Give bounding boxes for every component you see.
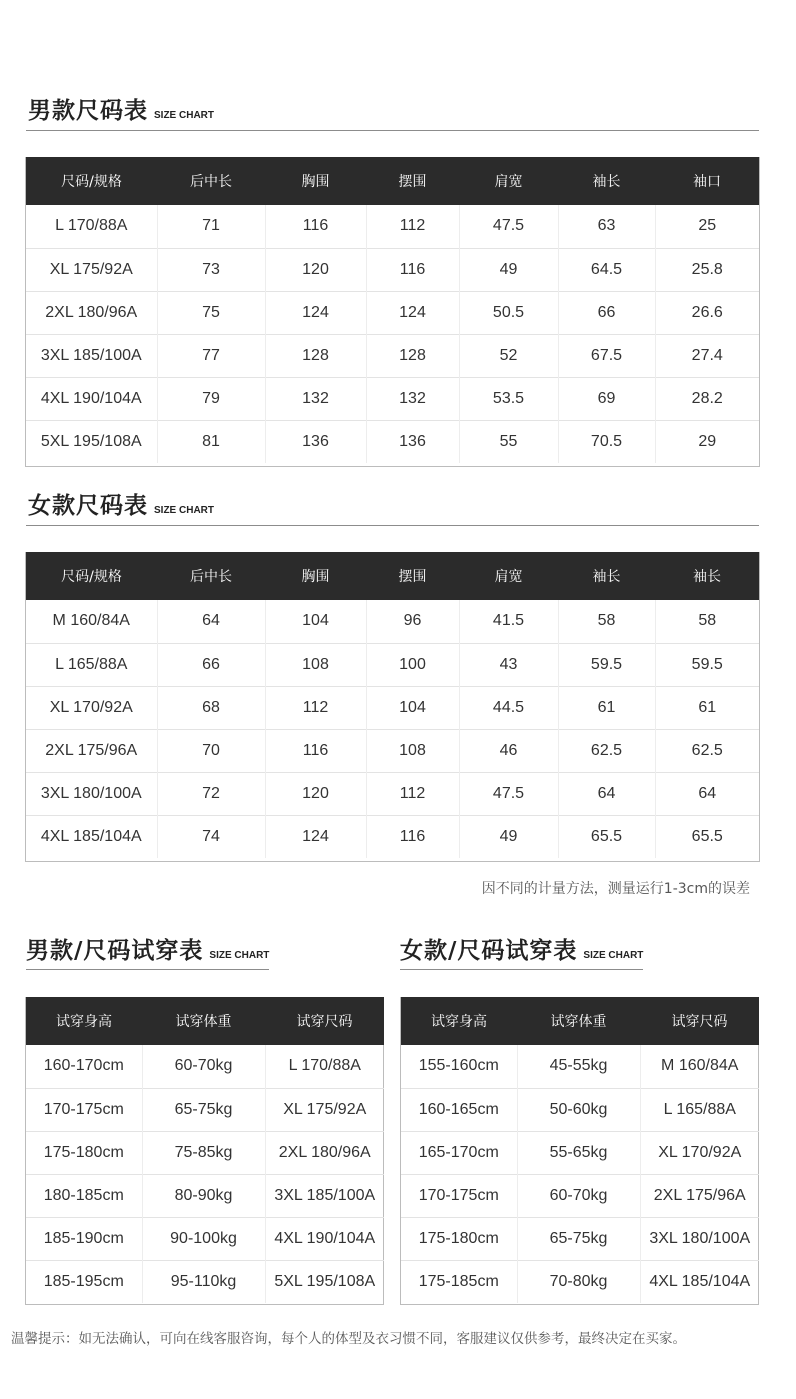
table-row [401, 1217, 759, 1260]
men-fit-chart-subtitle: SIZE CHART [209, 950, 270, 961]
table-cell: 44.5 [459, 686, 558, 729]
table-cell: 64 [157, 600, 265, 643]
table-cell: 72 [157, 772, 265, 815]
table-row [26, 248, 759, 291]
column-header: 肩宽 [459, 552, 558, 600]
table-cell: 47.5 [459, 772, 558, 815]
table-cell: 64.5 [558, 248, 655, 291]
table-cell: 185-190cm [26, 1217, 142, 1260]
table-cell: 68 [157, 686, 265, 729]
measurement-note: 因不同的计量方法，测量运行1-3cm的误差 [481, 881, 750, 897]
table-cell: 66 [157, 643, 265, 686]
table-cell: 64 [558, 772, 655, 815]
table-cell: 65.5 [655, 815, 759, 858]
table-cell: 175-180cm [26, 1131, 142, 1174]
table-cell: 128 [265, 334, 366, 377]
table-cell: 29 [655, 420, 759, 463]
table-cell: 100 [366, 643, 459, 686]
table-cell: 124 [265, 815, 366, 858]
table-cell: 66 [558, 291, 655, 334]
table-cell: 50-60kg [517, 1088, 640, 1131]
table-row [401, 1088, 759, 1131]
table-row [26, 205, 759, 248]
table-cell: 58 [558, 600, 655, 643]
table-cell: 71 [157, 205, 265, 248]
men-size-table [26, 157, 759, 463]
table-cell: 81 [157, 420, 265, 463]
table-cell: 4XL 190/104A [26, 377, 157, 420]
table-cell: 136 [366, 420, 459, 463]
table-cell: 4XL 185/104A [26, 815, 157, 858]
column-header: 袖长 [558, 157, 655, 205]
women-size-chart-subtitle: SIZE CHART [154, 505, 214, 516]
women-size-chart-title-cn: 女款尺码表 [28, 493, 148, 519]
table-cell: 96 [366, 600, 459, 643]
table-cell: L 165/88A [640, 1088, 759, 1131]
table-row [26, 420, 759, 463]
table-cell: 90-100kg [142, 1217, 265, 1260]
table-row [401, 1260, 759, 1303]
men-fit-chart-divider [26, 969, 269, 970]
table-cell: 69 [558, 377, 655, 420]
women-fit-chart-title-cn: 女款/尺码试穿表 [400, 938, 578, 964]
column-header: 袖口 [655, 157, 759, 205]
table-cell: 80-90kg [142, 1174, 265, 1217]
table-row [26, 729, 759, 772]
table-row [26, 291, 759, 334]
table-cell: 73 [157, 248, 265, 291]
women-fit-chart-title [400, 932, 643, 965]
table-cell: 170-175cm [401, 1174, 517, 1217]
women-size-table [26, 552, 759, 858]
table-row [26, 1131, 384, 1174]
table-row [26, 334, 759, 377]
table-row [26, 772, 759, 815]
column-header: 胸围 [265, 552, 366, 600]
table-cell: 155-160cm [418, 1057, 499, 1075]
table-cell: 4XL 190/104A [265, 1217, 384, 1260]
table-row [26, 1217, 384, 1260]
table-cell: 27.4 [655, 334, 759, 377]
table-cell: 3XL 180/100A [640, 1217, 759, 1260]
table-cell: 41.5 [459, 600, 558, 643]
table-cell: 62.5 [655, 729, 759, 772]
table-cell: XL 175/92A [26, 248, 157, 291]
table-cell: 104 [366, 686, 459, 729]
table-cell: 49 [459, 248, 558, 291]
table-cell: 160-165cm [401, 1088, 517, 1131]
table-row [26, 815, 759, 858]
column-header: 试穿身高 [26, 997, 142, 1045]
table-cell: 2XL 180/96A [26, 291, 157, 334]
table-cell: 2XL 175/96A [26, 729, 157, 772]
table-cell: 5XL 195/108A [265, 1260, 384, 1303]
table-cell: 116 [265, 729, 366, 772]
table-cell: 70-80kg [517, 1260, 640, 1303]
column-header: 尺码/规格 [26, 552, 157, 600]
table-row [26, 686, 759, 729]
column-header: 试穿身高 [401, 997, 517, 1045]
table-row [26, 1045, 384, 1088]
column-header: 袖长 [558, 552, 655, 600]
men-size-chart-subtitle: SIZE CHART [154, 110, 214, 121]
table-cell: 104 [265, 600, 366, 643]
column-header: 胸围 [265, 157, 366, 205]
table-cell: 3XL 185/100A [265, 1174, 384, 1217]
table-header-row [26, 997, 384, 1045]
table-cell: M 160/84A [52, 612, 130, 630]
table-cell: 116 [366, 815, 459, 858]
table-header-row [26, 552, 759, 600]
table-cell: 49 [459, 815, 558, 858]
table-cell: 4XL 185/104A [640, 1260, 759, 1303]
table-cell: 45-55kg [517, 1045, 640, 1088]
column-header: 试穿体重 [517, 997, 640, 1045]
women-fit-chart-divider [400, 969, 643, 970]
table-row [26, 1260, 384, 1303]
table-row [26, 643, 759, 686]
column-header: 袖长 [655, 552, 759, 600]
table-cell: 62.5 [558, 729, 655, 772]
table-cell: 3XL 185/100A [26, 334, 157, 377]
table-row [26, 1088, 384, 1131]
column-header: 后中长 [157, 157, 265, 205]
women-fit-table [401, 997, 759, 1303]
table-cell: 124 [366, 291, 459, 334]
table-cell: 67.5 [558, 334, 655, 377]
women-size-chart-divider [26, 525, 759, 526]
table-cell: 74 [157, 815, 265, 858]
table-cell: 59.5 [655, 643, 759, 686]
table-cell: 2XL 175/96A [640, 1174, 759, 1217]
women-fit-chart-subtitle: SIZE CHART [583, 950, 644, 961]
table-cell: 175-185cm [401, 1260, 517, 1303]
tips-footer: 温馨提示：如无法确认，可向在线客服咨询，每个人的体型及衣习惯不同，客服建议仅供参考，最终决定在买家。 [11, 1331, 686, 1347]
table-cell: XL 170/92A [640, 1131, 759, 1174]
table-cell: 175-180cm [401, 1217, 517, 1260]
men-size-chart-divider [26, 130, 759, 131]
table-cell: 5XL 195/108A [26, 420, 157, 463]
table-cell: 112 [366, 205, 459, 248]
column-header: 后中长 [157, 552, 265, 600]
table-cell: 120 [265, 248, 366, 291]
table-cell: 52 [459, 334, 558, 377]
table-cell: 180-185cm [26, 1174, 142, 1217]
table-cell: 136 [265, 420, 366, 463]
table-cell: 65.5 [558, 815, 655, 858]
table-cell: 60-70kg [142, 1045, 265, 1088]
table-row [26, 600, 759, 643]
table-cell: 53.5 [459, 377, 558, 420]
table-cell: 70.5 [558, 420, 655, 463]
table-cell: 170-175cm [26, 1088, 142, 1131]
table-cell: 60-70kg [517, 1174, 640, 1217]
table-cell: 124 [265, 291, 366, 334]
men-size-chart-title [28, 92, 214, 125]
table-cell: 55 [459, 420, 558, 463]
men-fit-table [26, 997, 384, 1303]
table-cell: 28.2 [655, 377, 759, 420]
column-header: 试穿体重 [142, 997, 265, 1045]
table-cell: 55-65kg [517, 1131, 640, 1174]
table-cell: 185-195cm [26, 1260, 142, 1303]
table-cell: 65-75kg [142, 1088, 265, 1131]
table-cell: 61 [655, 686, 759, 729]
table-cell: 128 [366, 334, 459, 377]
table-cell: L 170/88A [265, 1045, 384, 1088]
women-size-chart-title [28, 487, 214, 520]
table-cell: 132 [366, 377, 459, 420]
column-header: 肩宽 [459, 157, 558, 205]
men-fit-chart-title [26, 932, 269, 965]
table-row [26, 377, 759, 420]
table-cell: 25 [655, 205, 759, 248]
table-cell: 3XL 180/100A [26, 772, 157, 815]
men-size-chart-title-cn: 男款尺码表 [28, 98, 148, 124]
table-cell: 77 [157, 334, 265, 377]
table-cell: 116 [366, 248, 459, 291]
table-cell: 63 [558, 205, 655, 248]
table-cell: XL 170/92A [26, 686, 157, 729]
table-cell: 75-85kg [142, 1131, 265, 1174]
table-cell: 75 [157, 291, 265, 334]
table-row [401, 1131, 759, 1174]
table-cell: 50.5 [459, 291, 558, 334]
table-cell: 47.5 [459, 205, 558, 248]
table-cell: 108 [366, 729, 459, 772]
table-header-row [401, 997, 759, 1045]
table-cell: 165-170cm [401, 1131, 517, 1174]
table-cell: L 165/88A [26, 643, 157, 686]
table-row [401, 1174, 759, 1217]
table-cell: 112 [366, 772, 459, 815]
table-cell: 116 [265, 205, 366, 248]
table-cell: 26.6 [655, 291, 759, 334]
column-header: 试穿尺码 [640, 997, 759, 1045]
table-cell: 58 [655, 600, 759, 643]
table-cell: 59.5 [558, 643, 655, 686]
table-cell: 25.8 [655, 248, 759, 291]
column-header: 摆围 [366, 157, 459, 205]
table-cell: M 160/84A [640, 1045, 759, 1088]
table-cell: 132 [265, 377, 366, 420]
table-header-row [26, 157, 759, 205]
column-header: 摆围 [366, 552, 459, 600]
table-cell: 46 [459, 729, 558, 772]
table-cell: 65-75kg [517, 1217, 640, 1260]
table-cell: 112 [265, 686, 366, 729]
table-cell: 160-170cm [43, 1057, 124, 1075]
table-cell: 120 [265, 772, 366, 815]
table-cell: XL 175/92A [265, 1088, 384, 1131]
table-cell: 95-110kg [142, 1260, 265, 1303]
table-row [401, 1045, 759, 1088]
table-cell: 108 [265, 643, 366, 686]
men-fit-chart-title-cn: 男款/尺码试穿表 [26, 938, 204, 964]
table-cell: 64 [655, 772, 759, 815]
table-cell: L 170/88A [55, 217, 128, 235]
table-cell: 61 [558, 686, 655, 729]
table-row [26, 1174, 384, 1217]
table-cell: 2XL 180/96A [265, 1131, 384, 1174]
table-cell: 43 [459, 643, 558, 686]
column-header: 试穿尺码 [265, 997, 384, 1045]
table-cell: 79 [157, 377, 265, 420]
column-header: 尺码/规格 [26, 157, 157, 205]
table-cell: 70 [157, 729, 265, 772]
